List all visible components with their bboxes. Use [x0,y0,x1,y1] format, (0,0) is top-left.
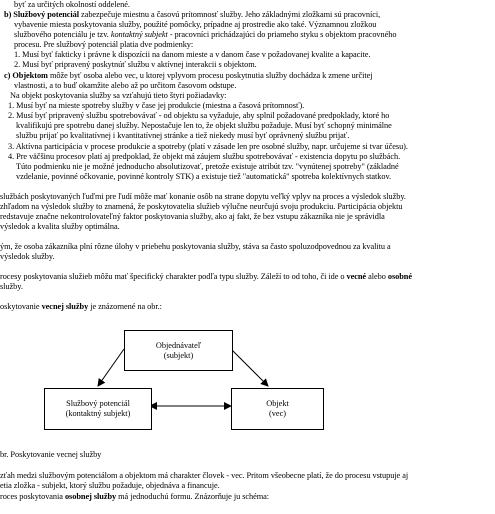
text-line: výsledok služby. [0,252,55,261]
text-line: zhľadom na výsledok služby to znamená, že poskytovatelia služieb výlučne neurčujú svoju produkciu. Participácia objektu [0,202,403,211]
text-line: Túto podmienku nie je možné jednoducho absolutizovať, pretože existuje atribút tzv. "vynútenej spotreby" (základné [16,162,399,171]
subject-box-subtitle: (subjekt) [163,350,194,360]
text-line: vlastnosti, a to buď okamžite alebo až po určitom časovom odstupe. [14,81,237,90]
text-line: vybavenie miesta poskytovania služby, použité pomôcky, prípadne aj prostredie ako také. Významnou zložkou [14,20,377,29]
object-box [231,388,324,430]
text-line: oskytovanie vecnej služby je znázornené na obr.: [0,302,162,311]
text-line: ým, že osoba zákazníka plní rôzne úlohy v priebehu poskytovania služby, stáva sa často spoluzodpovednou za kvalitu a [0,242,391,251]
text-line: c) Objektom môže byť osoba alebo vec, u ktorej vplyvom procesu poskytnutia služby dochádza k zmene určitej [4,71,373,80]
text-line: zťah medzi službovým potenciálom a objektom má charakter človek - vec. Pritom všeobecne platí, že do procesu vstupuje aj [0,471,409,480]
text-line: 4. Pre väčšinu procesov platí aj predpoklad, že objekt má záujem službu spotrebovávať - existencia dopytu po službách. [8,152,401,161]
arrow-subject-to-object [231,349,268,386]
text-line: službového potenciálu je tzv. kontaktný subjekt - pracovníci prichádzajúci do priameho styku s objektom pracovného [14,30,397,39]
service-potential-subtitle: (kontaktný subjekt) [65,409,131,418]
text-line: 3. Aktívna participácia v procese produkcie a spotreby (platí v zásade len pre osobné služby, napr. určujeme si tvar účesu). [8,142,408,151]
object-box-subtitle: (vec) [268,409,287,418]
service-potential-box [44,388,152,430]
text-line: rocesy poskytovania služieb môžu mať špecifický charakter podľa typu služby. Záleží to od toho, či ide o vecné alebo osobné [0,272,412,281]
text-line: 2. Musí byť pripravený poskytnúť službu v aktívnej interakcii s objektom. [14,60,257,69]
text-line: služby. [0,282,23,291]
object-box-title: Objekt [266,399,289,408]
text-line: redstavuje značne nekontrolovateľný faktor poskytovania služby, ako aj fakt, že bez vstupu zákazníka nie je správidla [0,212,385,221]
text-line: kvalifikujú pre spotrebu danej služby. Nepostačuje len to, že objekt službu požaduje. Musí byť schopný minimálne [16,121,392,130]
text-line: procesu. Pre službový potenciál platia dve podmienky: [14,40,194,49]
text-line: vzdelanie, povinné očkovanie, povinné kontroly STK) a existuje tiež "automatická" spotreba kolektívnych statkov. [16,172,392,181]
arrow-subject-to-potential [98,349,124,386]
text-line: 1. Musí byť na mieste spotreby služby v čase jej produkcie (miestna a časová prítomnosť). [8,101,305,110]
service-potential-title: Službový potenciál [66,399,130,408]
text-line: roces poskytovania osobnej služby má jednoduchú formu. Znázorňuje ju schéma: [0,492,270,501]
text-line: 1. Musí byť fakticky i právne k dispozícii na danom mieste a v danom čase v požadovanej kvalite a kapacite. [14,50,371,59]
text-line: službách poskytovaných ľuďmi pre ľudí môže mať konanie osôb na strane dopytu veľký vplyv na proces a výsledok služby. [0,192,406,201]
text-line: etia zložka - subjekt, ktorý službu požaduje, objednáva a financuje. [0,481,220,490]
text-line: byť za určitých okolností oddelené. [14,0,130,9]
text-line: výsledok a kvalita služby optimálna. [0,222,120,231]
subject-box-title: Objednávateľ [155,340,202,350]
figure-caption: br. Poskytovanie vecnej služby [0,450,102,459]
text-line: Na objekt poskytovania služby sa vzťahujú tieto štyri požiadavky: [10,91,227,100]
text-line: b) Službový potenciál zabezpečuje miestnu a časovú prítomnosť služby. Jeho základnými zložkami sú pracovníci, [4,10,381,19]
text-line: službu prijať po kvalitatívnej i kvantitatívnej stránke a tiež niekedy musí byť oprávnený službu prijať. [16,131,350,140]
subject-box [124,330,233,371]
text-line: 2. Musí byť pripravený službu spotrebovávať - od objektu sa vyžaduje, aby splnil požadované predpoklady, ktoré ho [8,111,390,120]
